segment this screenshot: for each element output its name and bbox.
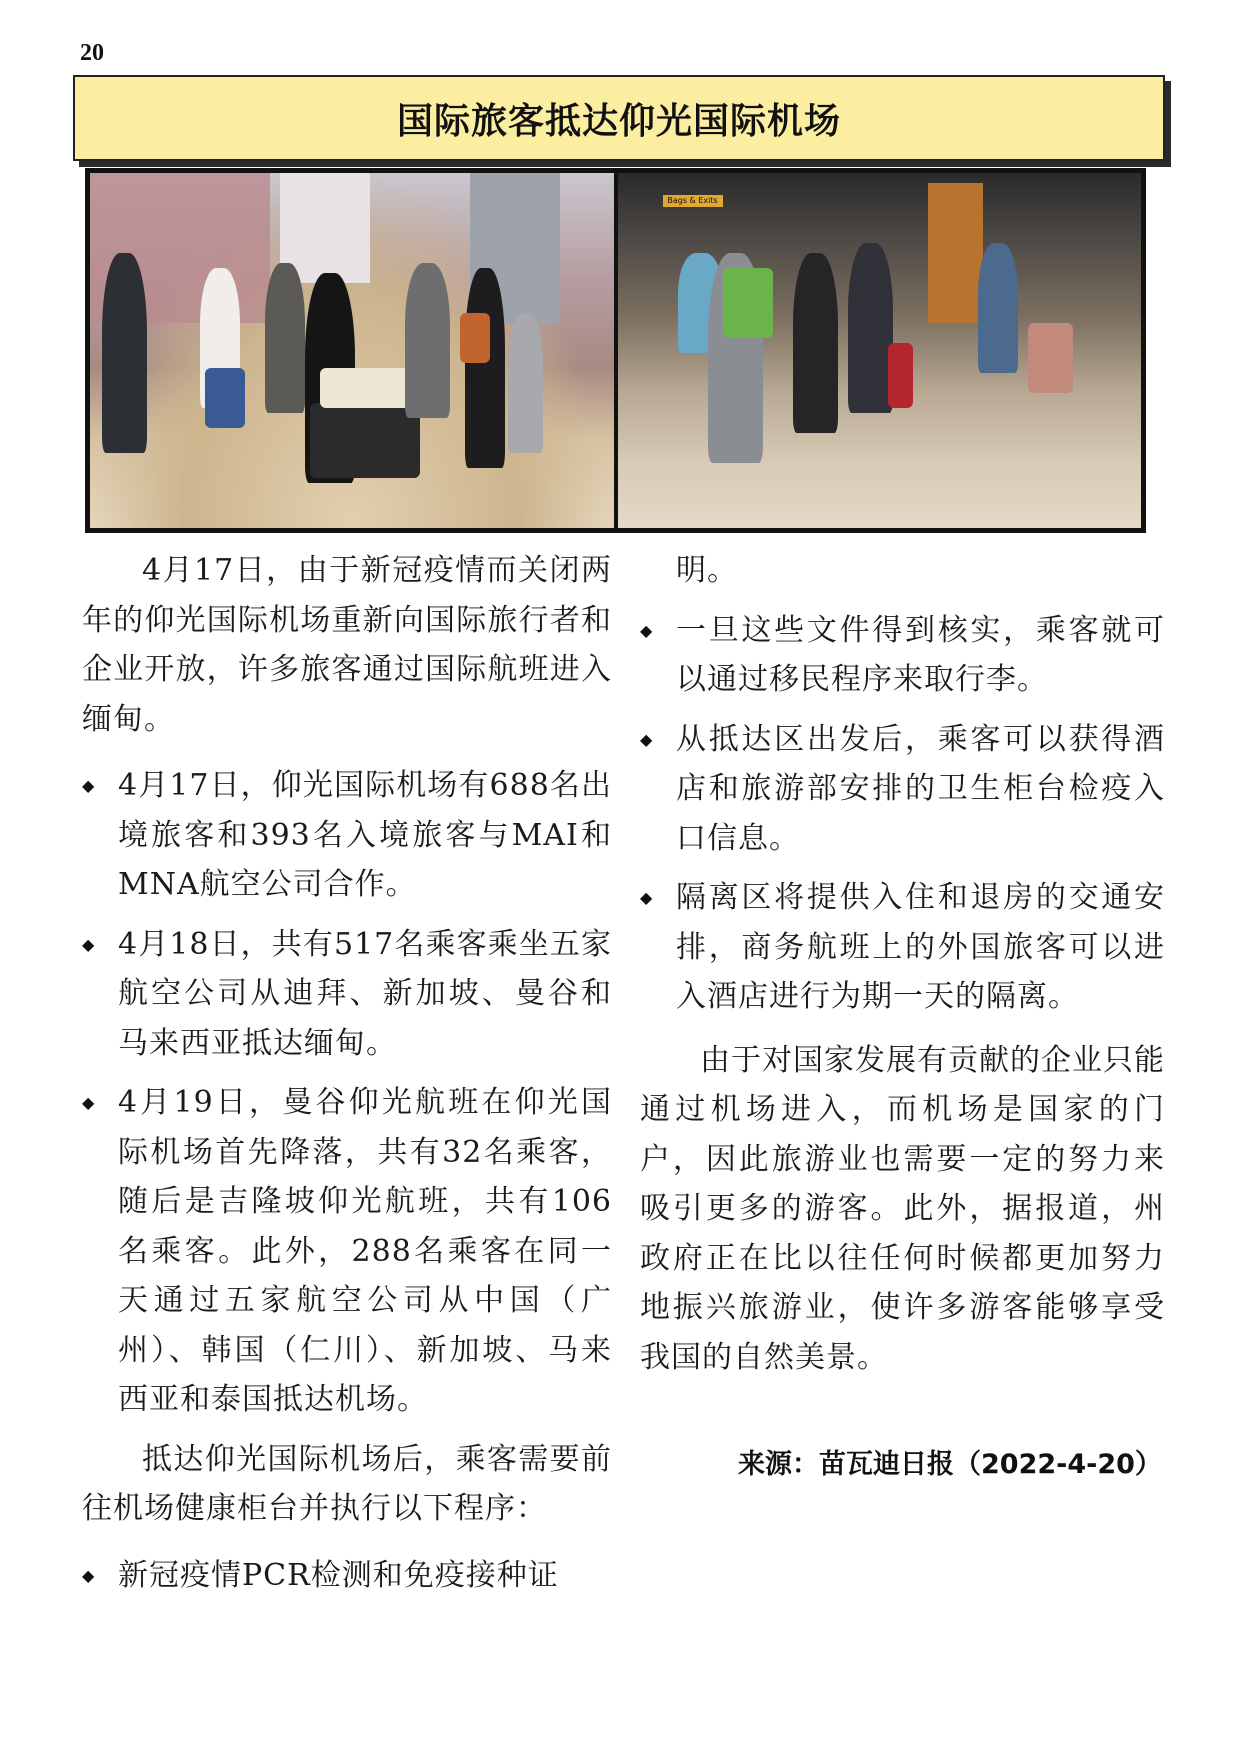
list-item-text: 隔离区将提供入住和退房的交通安排，商务航班上的外国旅客可以进入酒店进行为期一天的隔离。 [676, 880, 1165, 1014]
page-title: 国际旅客抵达仰光国际机场 [396, 100, 841, 142]
suitcase [1028, 323, 1073, 393]
right-column [640, 546, 1165, 1399]
traveler-figure [978, 243, 1018, 373]
list-item-text: 新冠疫情PCR检测和免疫接种证 [118, 1557, 559, 1593]
list-item-text: 一旦这些文件得到核实，乘客就可以通过移民程序来取行李。 [676, 612, 1165, 697]
green-backpack [723, 268, 773, 338]
diamond-bullet-icon: ◆ [82, 776, 96, 795]
list-item [82, 1551, 612, 1601]
procedure-intro: 抵达仰光国际机场后，乘客需要前往机场健康柜台并执行以下程序： [82, 1441, 612, 1526]
list-item [82, 761, 612, 910]
traveler-figure [265, 263, 305, 413]
suitcase [205, 368, 245, 428]
diamond-bullet-icon: ◆ [640, 620, 654, 640]
list-item-text: 4月17日，仰光国际机场有688名出境旅客和393名入境旅客与MAI和MNA航空公司合作。 [118, 768, 612, 902]
list-item [640, 873, 1165, 1022]
list-item-text: 4月18日，共有517名乘客乘坐五家航空公司从迪拜、新加坡、曼谷和马来西亚抵达缅甸。 [118, 926, 612, 1061]
airport-health-check-photo [618, 173, 1142, 528]
diamond-bullet-icon: ◆ [640, 888, 654, 907]
traveler-figure [508, 313, 543, 453]
traveler-figure [793, 253, 838, 433]
red-suitcase [888, 343, 913, 408]
pillar [928, 183, 983, 323]
list-item-text: 从抵达区出发后，乘客可以获得酒店和旅游部安排的卫生柜台检疫入口信息。 [676, 721, 1165, 856]
photo-strip [85, 168, 1146, 533]
closing-paragraph: 由于对国家发展有贡献的企业只能通过机场进入，而机场是国家的门户，因此旅游业也需要一定的努力来吸引更多的游客。此外，据报道，州政府正在比以往任何时候都更加努力地振兴旅游业，使许多游客能够享受我国的自然美景。 [640, 1042, 1165, 1375]
traveler-figure [848, 243, 893, 413]
left-column [82, 546, 612, 1610]
luggage-bundle [320, 368, 410, 408]
diamond-bullet-icon: ◆ [640, 729, 654, 749]
traveler-figure [102, 253, 147, 453]
airport-arrivals-photo [90, 173, 614, 528]
intro-paragraph: 4月17日，由于新冠疫情而关闭两年的仰光国际机场重新向国际旅行者和企业开放，许多旅客通过国际航班进入缅甸。 [82, 553, 612, 737]
list-item [640, 715, 1165, 864]
list-item-text: 4月19日，曼谷仰光航班在仰光国际机场首先降落，共有32名乘客，随后是吉隆坡仰光航班，共有106名乘客。此外，288名乘客在同一天通过五家航空公司从中国（广州）、韩国（仁川）、新加坡、马来西亚和泰国抵达机场。 [118, 1085, 612, 1417]
list-item [82, 920, 612, 1069]
backpack [460, 313, 490, 363]
continued-text: 明。 [676, 553, 738, 588]
diamond-bullet-icon: ◆ [82, 934, 96, 954]
source-citation: 来源：苗瓦迪日报（2022-4-20） [738, 1449, 1162, 1480]
list-item [82, 1078, 612, 1425]
overhead-sign: Bags & Exits [663, 195, 723, 207]
page-number: 20 [80, 40, 104, 66]
diamond-bullet-icon: ◆ [82, 1093, 96, 1112]
suitcase [310, 403, 420, 478]
traveler-figure [405, 263, 450, 418]
list-item [640, 606, 1165, 705]
diamond-bullet-icon: ◆ [82, 1565, 96, 1585]
title-banner [73, 75, 1165, 161]
traveler-figure [465, 268, 505, 468]
